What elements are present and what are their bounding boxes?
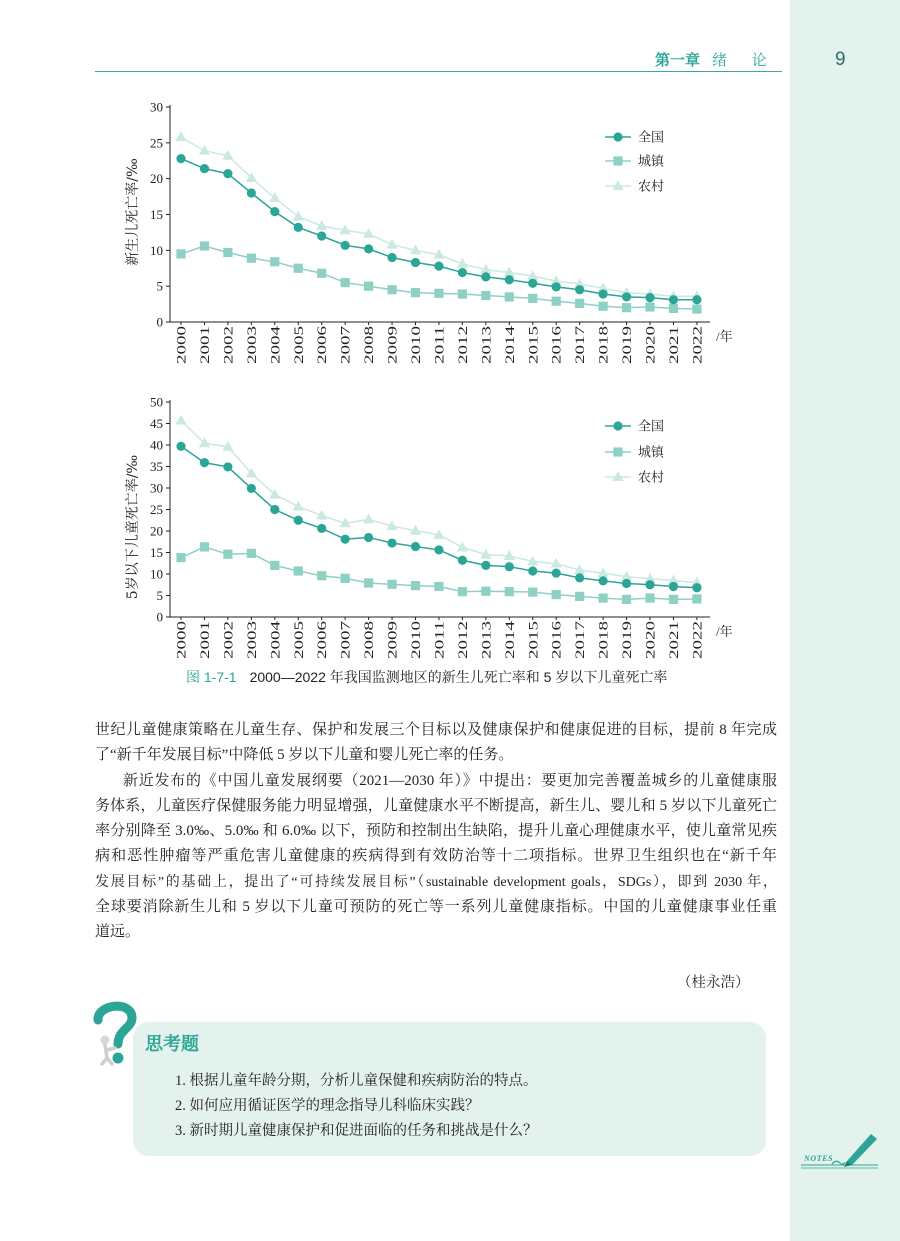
y-tick-label: 5 xyxy=(156,588,163,603)
x-tick-label: 2000 xyxy=(173,633,189,659)
x-tick-label: 2013 xyxy=(478,337,494,364)
x-tick-label: 2022 xyxy=(689,633,705,659)
urban-data-point xyxy=(317,571,326,580)
national-data-point xyxy=(341,241,350,250)
question-mark-dot xyxy=(113,1053,124,1064)
urban-data-point xyxy=(294,566,303,575)
x-tick-label: 2009 xyxy=(384,338,400,364)
y-tick-label: 0 xyxy=(156,609,163,625)
rural-data-point xyxy=(363,514,374,524)
legend-rural-label: 农村 xyxy=(638,179,665,195)
text-line: 新近发布的《中国儿童发展纲要（2021—2030 年）》中提出：要更加完善覆盖城乡的儿童健康服 xyxy=(123,772,777,789)
national-data-point xyxy=(552,569,561,578)
legend-rural-label: 农村 xyxy=(638,470,665,486)
urban-data-point xyxy=(387,580,396,589)
urban-data-point xyxy=(552,297,561,306)
urban-data-point xyxy=(669,595,678,604)
national-data-point xyxy=(552,282,561,291)
urban-data-point xyxy=(341,574,350,583)
y-tick-label: 45 xyxy=(150,416,163,431)
x-tick-label: 2021 xyxy=(665,633,681,659)
question-item: 2. 如何应用循证医学的理念指导儿科临床实践？ xyxy=(175,1098,480,1114)
urban-data-point xyxy=(270,561,279,570)
y-tick-label: 25 xyxy=(150,135,163,151)
national-data-point xyxy=(364,244,373,253)
x-tick-label: 2002 xyxy=(220,338,236,364)
rural-data-point xyxy=(457,542,468,552)
national-data-point xyxy=(223,462,232,471)
rural-data-point xyxy=(293,501,304,511)
national-data-point xyxy=(200,458,209,467)
urban-data-point xyxy=(434,289,443,298)
urban-data-point xyxy=(294,264,303,273)
x-tick-label: 2017 xyxy=(572,633,588,659)
y-tick-label: 0 xyxy=(156,314,163,330)
national-data-point xyxy=(669,295,678,304)
person-figure-body xyxy=(102,1045,115,1064)
figure-caption xyxy=(186,668,667,686)
notes-pen-icon xyxy=(798,1128,882,1174)
author-attribution: （桂永浩） xyxy=(677,975,750,991)
x-tick-label: 2006 xyxy=(314,633,330,659)
rural-data-point xyxy=(175,415,186,425)
notes-sidebar xyxy=(790,0,900,1241)
text-line: 全球要消除新生儿和 5 岁以下儿童可预防的死亡等一系列儿童健康指标。中国的儿童健康事业任重 xyxy=(95,898,777,915)
x-tick-label: 2014 xyxy=(501,338,517,364)
urban-data-point xyxy=(692,594,701,603)
x-tick-label: 2003 xyxy=(243,338,259,364)
urban-data-point xyxy=(599,593,608,602)
x-tick-label: 2001 xyxy=(196,633,212,659)
legend-national-marker xyxy=(613,132,622,141)
x-tick-label: 2004 xyxy=(267,633,283,659)
y-tick-label: 15 xyxy=(150,207,163,222)
x-tick-label: 2016 xyxy=(548,633,564,659)
urban-data-point xyxy=(645,302,654,311)
national-data-point xyxy=(645,580,654,589)
y-tick-label: 30 xyxy=(150,480,163,496)
urban-data-point xyxy=(341,278,350,287)
national-data-point xyxy=(270,505,279,514)
national-series-line xyxy=(181,159,697,300)
national-data-point xyxy=(645,293,654,302)
urban-series-line xyxy=(181,547,697,599)
national-data-point xyxy=(528,566,537,575)
y-tick-label: 30 xyxy=(150,99,163,115)
questions-title: 思考题 xyxy=(145,1034,199,1055)
x-tick-label: 2007 xyxy=(337,633,353,659)
x-tick-label: 2010 xyxy=(408,633,423,659)
national-data-point xyxy=(223,169,232,178)
urban-data-point xyxy=(552,590,561,599)
y-tick-label: 50 xyxy=(150,394,163,410)
urban-data-point xyxy=(364,578,373,587)
y-tick-label: 5 xyxy=(156,278,163,294)
national-data-point xyxy=(669,582,678,591)
chapter-number: 第一章 xyxy=(655,51,701,69)
national-data-point xyxy=(294,516,303,525)
x-tick-label: 2020 xyxy=(642,338,658,364)
national-data-point xyxy=(458,556,467,565)
urban-data-point xyxy=(622,595,631,604)
text-line: 务体系，儿童医疗保健服务能力明显增强，儿童健康水平不断提高，新生儿、婴儿和 5 岁以下儿童死亡 xyxy=(95,797,777,814)
national-data-point xyxy=(599,289,608,298)
national-data-point xyxy=(317,231,326,240)
y-tick-label: 20 xyxy=(150,171,163,187)
x-tick-label: 2009 xyxy=(384,633,400,659)
rural-data-point xyxy=(386,239,397,249)
national-data-point xyxy=(692,295,701,304)
legend-urban-label: 城镇 xyxy=(638,445,665,461)
urban-data-point xyxy=(317,269,326,278)
national-data-point xyxy=(176,154,185,163)
national-data-point xyxy=(364,533,373,542)
urban-data-point xyxy=(481,587,490,596)
urban-data-point xyxy=(434,582,443,591)
thinking-questions-box xyxy=(133,1022,766,1156)
text-line: 率分别降至 3.0‰、5.0‰ 和 6.0‰ 以下，预防和控制出生缺陷，提升儿童心理健康水平，使儿童常见疾 xyxy=(95,823,777,839)
legend-national-label: 全国 xyxy=(638,130,665,146)
national-data-point xyxy=(247,188,256,197)
x-tick-label: 2005 xyxy=(290,633,306,659)
rural-data-point xyxy=(175,131,186,141)
national-data-point xyxy=(317,524,326,533)
x-tick-label: 2021 xyxy=(665,338,681,364)
x-tick-label: 2002 xyxy=(220,633,236,659)
urban-data-point xyxy=(669,304,678,313)
national-data-point xyxy=(622,579,631,588)
y-axis-title: 新生儿死亡率/‰ xyxy=(125,158,141,266)
question-mark-icon xyxy=(88,998,140,1066)
national-data-point xyxy=(341,535,350,544)
urban-data-point xyxy=(575,592,584,601)
x-axis-unit: /年 xyxy=(716,624,733,639)
national-data-point xyxy=(505,562,514,571)
rural-data-point xyxy=(293,211,304,221)
urban-data-point xyxy=(176,553,185,562)
x-tick-label: 2016 xyxy=(548,338,564,364)
pen-body xyxy=(847,1134,877,1165)
national-data-point xyxy=(622,292,631,301)
national-data-point xyxy=(575,573,584,582)
figure-label: 图 1-7-1 xyxy=(186,669,237,685)
legend-rural-marker xyxy=(612,471,623,481)
urban-data-point xyxy=(505,587,514,596)
x-tick-label: 2005 xyxy=(290,338,306,364)
x-tick-label: 2004 xyxy=(267,338,283,364)
legend-urban-label: 城镇 xyxy=(638,154,665,170)
x-tick-label: 2012 xyxy=(454,633,470,659)
national-data-point xyxy=(411,258,420,267)
pen-scribble xyxy=(832,1161,845,1164)
urban-data-point xyxy=(645,593,654,602)
x-tick-label: 2011 xyxy=(431,338,447,364)
urban-data-point xyxy=(176,249,185,258)
urban-data-point xyxy=(528,587,537,596)
text-line: 了“新千年发展目标”中降低 5 岁以下儿童和婴儿死亡率的任务。 xyxy=(95,747,514,764)
x-tick-label: 2017 xyxy=(572,338,588,364)
question-item: 3. 新时期儿童健康保护和促进面临的任务和挑战是什么？ xyxy=(175,1123,538,1139)
x-tick-label: 2013 xyxy=(478,633,494,659)
urban-data-point xyxy=(575,299,584,308)
body-text xyxy=(95,718,777,945)
x-tick-label: 2015 xyxy=(525,633,541,659)
x-tick-label: 2000 xyxy=(173,338,189,364)
urban-data-point xyxy=(200,241,209,250)
legend-urban-marker xyxy=(613,447,622,456)
legend-national-marker xyxy=(613,421,622,430)
legend-rural-marker xyxy=(612,180,623,190)
x-axis-unit: /年 xyxy=(716,329,733,344)
national-data-point xyxy=(434,545,443,554)
x-tick-label: 2014 xyxy=(501,633,517,659)
urban-data-point xyxy=(411,288,420,297)
person-figure-head xyxy=(101,1036,110,1045)
neonatal-mortality-chart xyxy=(100,95,750,380)
x-tick-label: 2022 xyxy=(689,338,705,364)
urban-data-point xyxy=(622,303,631,312)
national-data-point xyxy=(575,285,584,294)
national-data-point xyxy=(200,164,209,173)
national-data-point xyxy=(434,262,443,271)
chapter-title: 绪 论 xyxy=(712,51,777,69)
national-data-point xyxy=(270,207,279,216)
x-tick-label: 2008 xyxy=(361,338,377,364)
figure-caption-text: 2000—2022 年我国监测地区的新生儿死亡率和 5 岁以下儿童死亡率 xyxy=(249,669,668,685)
national-data-point xyxy=(387,253,396,262)
urban-data-point xyxy=(458,587,467,596)
national-data-point xyxy=(387,538,396,547)
x-tick-label: 2001 xyxy=(196,338,212,364)
y-tick-label: 10 xyxy=(150,566,163,582)
urban-data-point xyxy=(505,292,514,301)
x-tick-label: 2020 xyxy=(642,633,658,659)
under-five-mortality-chart xyxy=(100,390,750,675)
y-tick-label: 15 xyxy=(150,545,163,560)
x-tick-label: 2012 xyxy=(454,338,470,364)
text-line: 发展目标”的基础上，提出了“可持续发展目标”（sustainable development goals，SDGs），即到 2030 年， xyxy=(95,874,777,890)
urban-data-point xyxy=(247,549,256,558)
question-item: 1. 根据儿童年龄分期，分析儿童保健和疾病防治的特点。 xyxy=(175,1073,538,1089)
text-line: 世纪儿童健康策略在儿童生存、保护和发展三个目标以及健康保护和健康促进的目标，提前 8 年完成 xyxy=(95,722,777,738)
x-tick-label: 2019 xyxy=(619,338,635,364)
national-data-point xyxy=(458,268,467,277)
x-tick-label: 2006 xyxy=(314,338,330,364)
y-tick-label: 40 xyxy=(150,437,163,453)
national-data-point xyxy=(692,583,701,592)
x-tick-label: 2019 xyxy=(619,633,635,659)
urban-data-point xyxy=(364,282,373,291)
national-data-point xyxy=(247,484,256,493)
x-tick-label: 2003 xyxy=(243,633,259,659)
urban-data-point xyxy=(481,291,490,300)
urban-data-point xyxy=(528,294,537,303)
urban-data-point xyxy=(387,285,396,294)
x-tick-label: 2008 xyxy=(361,633,377,659)
text-line: 病和恶性肿瘤等严重危害儿童健康的疾病得到有效防治等十二项指标。世界卫生组织也在“新千年 xyxy=(95,848,777,865)
x-tick-label: 2015 xyxy=(525,338,541,364)
page-number: 9 xyxy=(835,49,846,70)
national-data-point xyxy=(481,561,490,570)
x-tick-label: 2010 xyxy=(408,338,423,364)
y-axis-title: 5岁以下儿童死亡率/‰ xyxy=(125,454,141,600)
national-data-point xyxy=(599,576,608,585)
x-tick-label: 2007 xyxy=(337,338,353,364)
notes-label: NOTES xyxy=(804,1154,834,1163)
y-tick-label: 20 xyxy=(150,523,163,539)
rural-data-point xyxy=(199,145,210,155)
rural-series-line xyxy=(181,420,697,582)
urban-data-point xyxy=(247,254,256,263)
national-series-line xyxy=(181,446,697,587)
national-data-point xyxy=(528,279,537,288)
urban-data-point xyxy=(200,542,209,551)
y-tick-label: 25 xyxy=(150,502,163,517)
national-data-point xyxy=(411,542,420,551)
x-tick-label: 2018 xyxy=(595,633,611,659)
national-data-point xyxy=(481,272,490,281)
y-tick-label: 10 xyxy=(150,242,163,258)
y-tick-label: 35 xyxy=(150,459,163,474)
x-tick-label: 2018 xyxy=(595,338,611,364)
legend-urban-marker xyxy=(613,156,622,165)
urban-data-point xyxy=(458,289,467,298)
legend-national-label: 全国 xyxy=(638,419,665,435)
urban-data-point xyxy=(223,550,232,559)
urban-data-point xyxy=(270,257,279,266)
national-data-point xyxy=(505,275,514,284)
urban-data-point xyxy=(411,581,420,590)
text-line: 道远。 xyxy=(95,924,141,940)
x-tick-label: 2011 xyxy=(431,633,447,659)
questions-list xyxy=(175,1069,538,1144)
urban-data-point xyxy=(223,248,232,257)
national-data-point xyxy=(294,223,303,232)
urban-data-point xyxy=(599,302,608,311)
header-divider xyxy=(95,71,782,72)
urban-data-point xyxy=(692,305,701,314)
national-data-point xyxy=(176,442,185,451)
